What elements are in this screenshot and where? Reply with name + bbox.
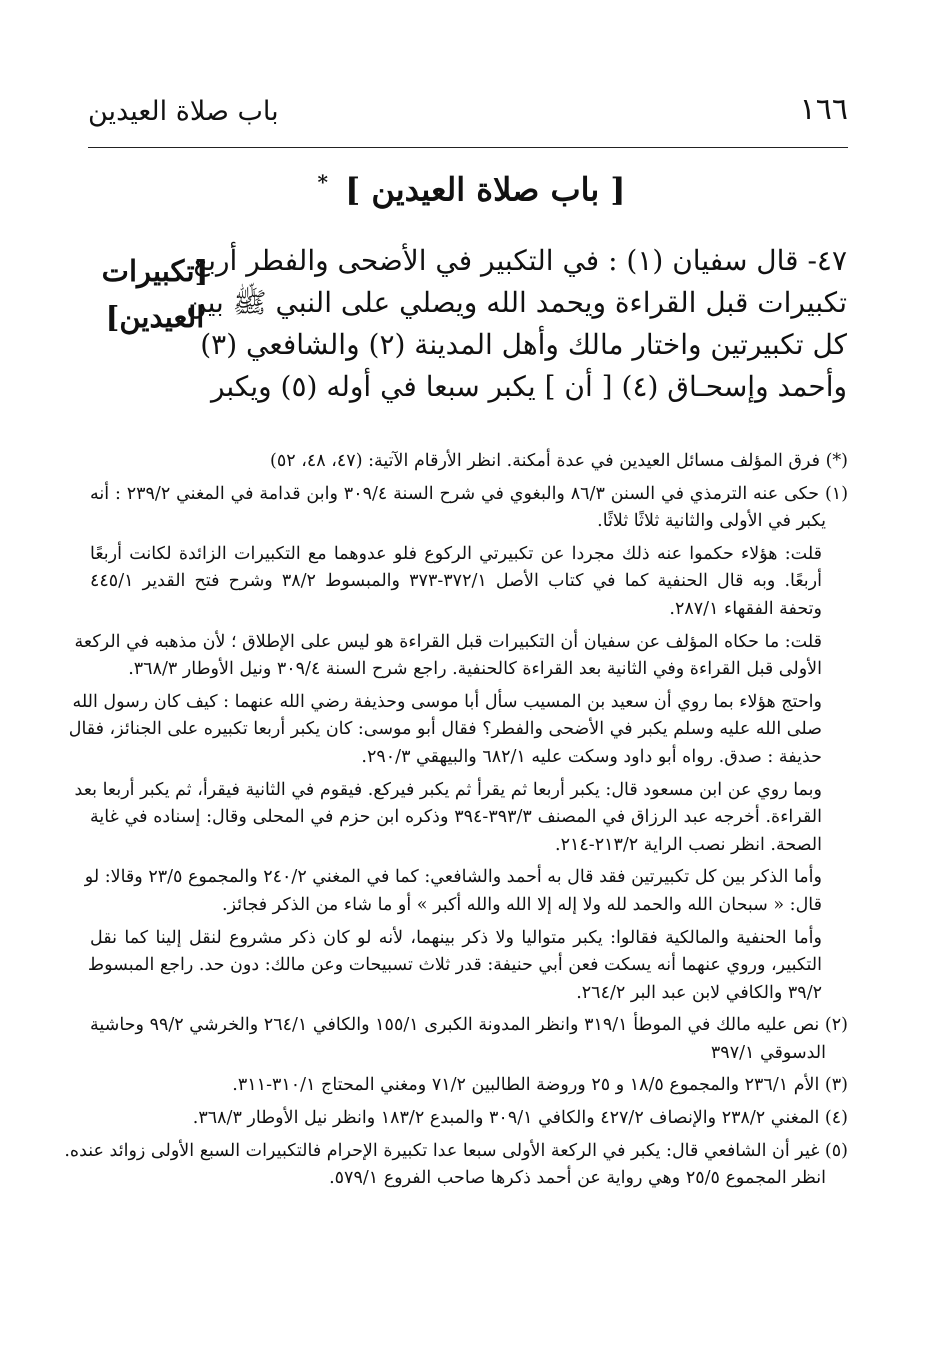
footnote-1 [90, 481, 848, 536]
footnote-line: صلى الله عليه وسلم يكبر في الأضحى والفطر؟ فقال أبو موسى: كان يكبر أربعا تكبيره على الجنائز، فقال [68, 719, 822, 740]
footnote-line: (*) فرق المؤلف مسائل العيدين في عدة أمكنة. انظر الأرقام الآتية: (٤٧، ٤٨، ٥٢) [270, 451, 848, 471]
footnote-line: الأولى قبل القراءة وفي الثانية بعد القراءة كالحنفية. راجع شرح السنة ٣٠٩/٤ ونيل الأوطار ٣٦٨/٣. [128, 659, 822, 680]
footnote-line: قلت: ما حكاه المؤلف عن سفيان أن التكبيرات قبل القراءة هو ليس على الإطلاق ؛ لأن مذهبه في الركعة [74, 631, 822, 652]
footnote-line: حذيفة : صدق. رواه أبو داود وسكت عليه ٦٨٢/١ والبيهقي ٢٩٠/٣. [361, 746, 822, 767]
footnote-line: انظر المجموع ٢٥/٥ وهي رواية عن أحمد ذكرها صاحب الفروع ٥٧٩/١. [329, 1168, 826, 1189]
footnote-line: أربعًا. وبه قال الحنفية كما في كتاب الأصل ٣٧٢/١-٣٧٣ والمبسوط ٣٨/٢ وشرح فتح القدير ٤٤٥/١ [90, 571, 822, 592]
footnote-line: وأما الحنفية والمالكية فقالوا: يكبر متواليا ولا ذكر بينهما، لأنه لو كان ذكر مشروع لنقل إلينا كما نقل [90, 927, 822, 948]
footnote-4 [90, 1105, 848, 1133]
footnote-line: التكبير، وروي عنهما أنه يسكت فعن أبي حنيفة: قدر ثلاث تسبيحات وعن مالك: دون حد. راجع المبسوط [87, 955, 822, 976]
footnote-line: (١) حكى عنه الترمذي في السنن ٨٦/٣ والبغوي في شرح السنة ٣٠٩/٤ وابن قدامة في المغني ٢٣٩/٢ : أنه [90, 483, 849, 504]
footnote-line: الدسوقي ٣٩٧/١ [710, 1042, 826, 1063]
footnote-1-paragraph [87, 925, 848, 1008]
chapter-footnote-star: * [317, 170, 328, 194]
footnote-3 [90, 1072, 848, 1100]
footnote-1-paragraph [84, 864, 848, 919]
footnote-1-paragraph [90, 541, 848, 624]
footnote-line: ٣٩/٢ والكافي لابن عبد البر ٢٦٤/٢. [576, 982, 822, 1003]
running-header [88, 90, 848, 136]
footnote-line: قال: « سبحان الله والحمد لله ولا إله إلا الله والله أكبر » أو ما شاء من الذكر فجائز. [222, 894, 822, 915]
footnote-1-paragraph [74, 629, 848, 684]
main-text-line: كل تكبيرتين واختار مالك وأهل المدينة (٢) والشافعي (٣) [200, 328, 847, 361]
footnote-line: (٥) غير أن الشافعي قال: يكبر في الركعة الأولى سبعا عدا تكبيرة الإحرام فالتكبيرات السبع الأولى زوائد عنده. [64, 1140, 848, 1161]
chapter-title: [ باب صلاة العيدين ] [345, 170, 626, 209]
footnote-line: (٢) نص عليه مالك في الموطأ ٣١٩/١ وانظر المدونة الكبرى ١٥٥/١ والكافي ٢٦٤/١ والخرشي ٩٩/٢ وحاشية [90, 1015, 848, 1036]
footnote-line: واحتج هؤلاء بما روي أن سعيد بن المسيب سأل أبا موسى وحذيفة رضي الله عنهما : كيف كان رسول الله [72, 691, 822, 712]
footnote-line: وبما روي عن ابن مسعود قال: يكبر أربعا ثم يقرأ ثم يكبر فيركع. فيقوم في الثانية فيقرأ، ثم يكبر أربعا بعد [74, 779, 822, 800]
side-heading-line: [تكبيرات [101, 254, 209, 288]
footnote-1-paragraph [68, 689, 848, 772]
footnotes [64, 448, 849, 1198]
footnote-line: وأما الذكر بين كل تكبيرتين فقد قال به أحمد والشافعي: كما في المغني ٢٤٠/٢ والمجموع ٢٣/٥ وقالا: لو [84, 867, 822, 888]
footnote-5 [64, 1138, 848, 1193]
footnote-line: يكبر في الأولى والثانية ثلاثًا ثلاثًا. [597, 511, 826, 532]
page-number: ١٦٦ [799, 92, 848, 127]
footnote-line: قلت: هؤلاء حكموا عنه ذلك مجردا عن تكبيرتي الركوع فلو عدوهما مع التكبيرات الزائدة لكانت أربعًا [90, 543, 822, 564]
main-text-line: وأحمد وإسحـاق (٤) [ أن ] يكبر سبعا في أوله (٥) ويكبر [210, 370, 847, 403]
footnote-2 [90, 1012, 848, 1067]
main-text [186, 240, 847, 408]
footnote-line: وتحفة الفقهاء ٢٨٧/١. [669, 598, 822, 619]
side-heading-line: العيدين] [105, 300, 205, 334]
header-divider [88, 147, 848, 148]
footnote-star [90, 448, 848, 476]
footnote-1-paragraph [74, 777, 848, 860]
footnote-line: القراءة. أخرجه عبد الرزاق في المصنف ٣٩٣/٣-٣٩٤ وذكره ابن حزم في المحلى وقال: إسناده في غاية [90, 807, 822, 828]
footnote-line: (٣) الأم ٢٣٦/١ والمجموع ١٨/٥ و ٢٥ وروضة الطالبين ٧١/٢ ومغني المحتاج ٣١٠/١-٣١١. [232, 1075, 848, 1096]
footnote-line: (٤) المغني ٢٣٨/٢ والإنصاف ٤٢٧/٢ والكافي ٣٠٩/١ والمبدع ١٨٣/٢ وانظر نيل الأوطار ٣٦٨/٣. [192, 1108, 848, 1129]
running-title: باب صلاة العيدين [88, 96, 279, 127]
main-text-line: ٤٧- قال سفيان (١) : في التكبير في الأضحى والفطر أربع [193, 244, 847, 277]
chapter-heading [0, 170, 943, 209]
main-text-line: تكبيرات قبل القراءة ويحمد الله ويصلي على النبي ﷺ بين [186, 286, 847, 319]
footnote-line: الصحة. انظر نصب الراية ٢١٣/٢-٢١٤. [554, 834, 822, 855]
